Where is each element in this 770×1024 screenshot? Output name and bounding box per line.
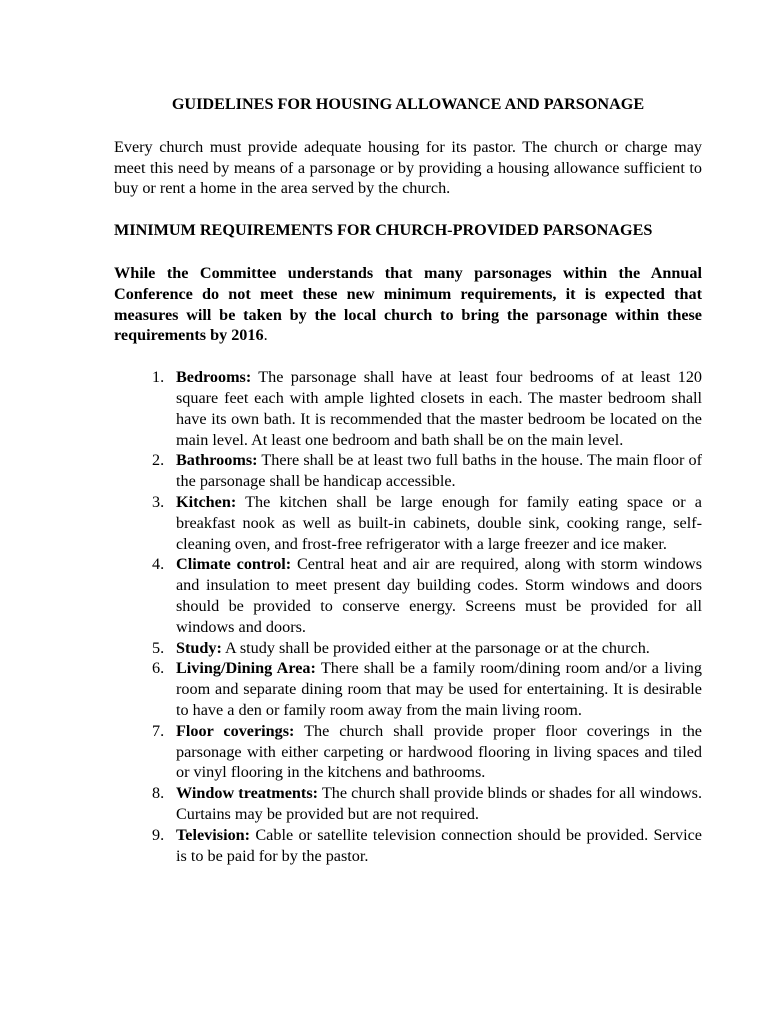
item-term: Study:: [176, 638, 222, 657]
item-number: 3.: [152, 492, 165, 511]
item-term: Floor coverings:: [176, 721, 295, 740]
item-text: The church shall provide blinds or shades for all windows. Curtains may be provided but are not required.: [176, 784, 702, 823]
item-number: 8.: [152, 784, 165, 803]
list-item: [114, 825, 702, 867]
notice-period: .: [263, 326, 268, 345]
list-item: [114, 658, 702, 720]
list-item: [114, 554, 702, 637]
item-term: Bedrooms:: [176, 368, 252, 387]
item-term: Living/Dining Area:: [176, 659, 316, 678]
requirements-list: [114, 367, 702, 866]
item-text: Central heat and air are required, along with storm windows and insulation to meet present day building codes. Storm windows and doors should be provided to conserve energy. Screens must be provided for all windows and doors.: [176, 555, 702, 636]
intro-paragraph: Every church must provide adequate housing for its pastor. The church or charge may meet this need by means of a parsonage or by providing a housing allowance sufficient to buy or rent a home in the area served by the church.: [114, 137, 702, 198]
item-text: Cable or satellite television connection should be provided. Service is to be paid for by the pastor.: [176, 825, 702, 865]
item-term: Climate control:: [176, 555, 292, 574]
list-item: [114, 638, 702, 659]
document-title: GUIDELINES FOR HOUSING ALLOWANCE AND PARSONAGE: [171, 95, 645, 113]
item-term: Television:: [176, 825, 251, 844]
list-item: [114, 367, 702, 450]
item-term: Bathrooms:: [176, 451, 258, 470]
notice-text: While the Committee understands that many parsonages within the Annual Conference do not meet these new minimum requirements, it is expected that measures will be taken by the local church to bring the parsonage within these requirements by 2016: [114, 263, 702, 345]
item-number: 7.: [152, 721, 165, 740]
committee-notice: [114, 263, 702, 346]
item-number: 1.: [152, 368, 165, 387]
list-item: [114, 721, 702, 783]
item-text: The kitchen shall be large enough for family eating space or a breakfast nook as well as built-in cabinets, double sink, cooking range, self-cleaning oven, and frost-free refrigerator with a large freezer and ice maker.: [176, 492, 702, 553]
item-term: Window treatments:: [176, 784, 319, 803]
item-number: 5.: [152, 638, 165, 657]
list-item: [114, 783, 702, 825]
list-item: [114, 450, 702, 492]
item-number: 2.: [152, 451, 165, 470]
item-text: A study shall be provided either at the parsonage or at the church.: [221, 638, 650, 657]
list-item: [114, 492, 702, 554]
item-text: The church shall provide proper floor coverings in the parsonage with either carpeting or hardwood flooring in living spaces and tiled or vinyl flooring in the kitchens and bathrooms.: [176, 721, 702, 782]
item-number: 6.: [152, 659, 165, 678]
item-text: The parsonage shall have at least four bedrooms of at least 120 square feet each with ample lighted closets in each. The master bedroom shall have its own bath. It is recommended that the master bedroom be located on the main level. At least one bedroom and bath shall be on the main level.: [176, 368, 702, 449]
item-text: There shall be a family room/dining room and/or a living room and separate dining room that may be used for entertaining. It is desirable to have a den or family room away from the main living room.: [176, 659, 702, 719]
item-text: There shall be at least two full baths in the house. The main floor of the parsonage shall be handicap accessible.: [176, 451, 702, 491]
requirements-heading: MINIMUM REQUIREMENTS FOR CHURCH-PROVIDED PARSONAGES: [114, 221, 653, 240]
document-page: [114, 94, 702, 866]
item-number: 4.: [152, 555, 165, 574]
item-number: 9.: [152, 825, 165, 844]
item-term: Kitchen:: [176, 492, 237, 511]
